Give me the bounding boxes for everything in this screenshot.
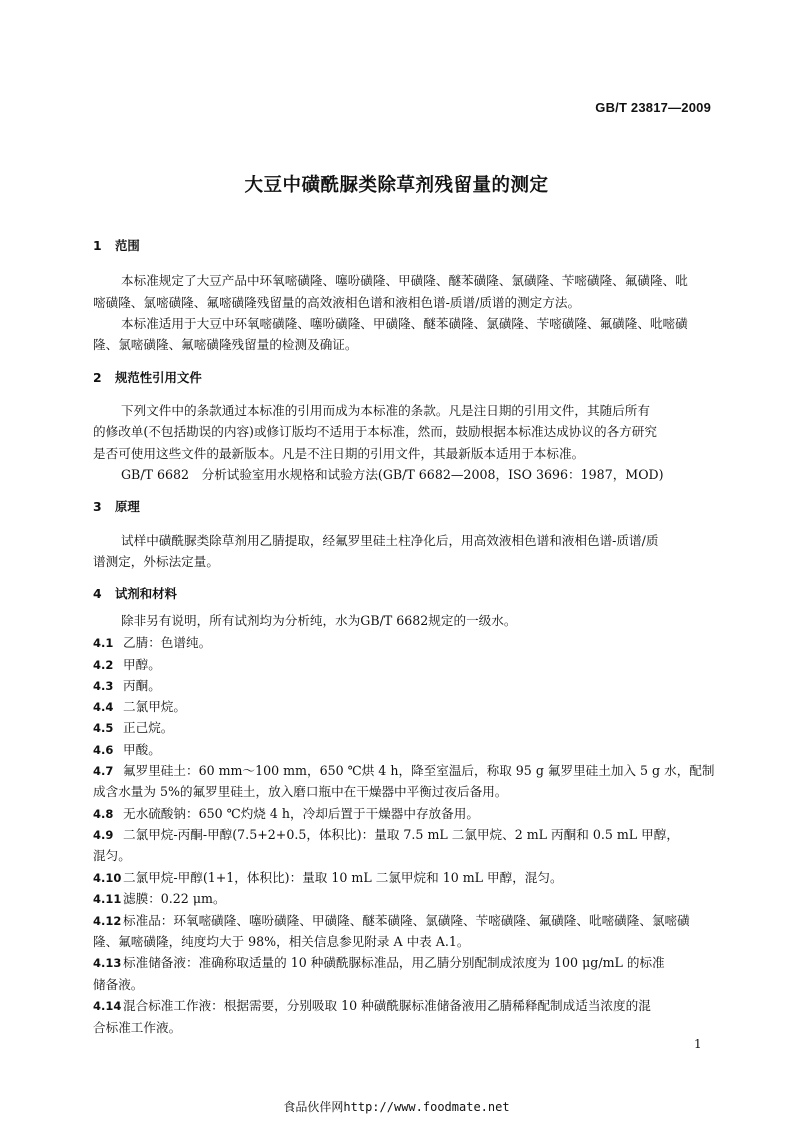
item-continuation: 混匀。 — [93, 848, 131, 863]
item-number: 4.11 — [93, 892, 122, 906]
list-item — [93, 952, 665, 974]
section-2-heading — [93, 367, 202, 388]
item-number: 4.9 — [93, 828, 114, 842]
item-text: 标准储备液：准确称取适量的 10 种磺酰脲标准品，用乙腈分别配制成浓度为 100 μg/mL 的标准 — [123, 955, 665, 970]
item-text: 无水硫酸钠：650 ℃灼烧 4 h，冷却后置于干燥器中存放备用。 — [123, 806, 479, 821]
paragraph-line: 嘧磺隆、氯嘧磺隆、氟嘧磺隆残留量的高效液相色谱和液相色谱-质谱/质谱的测定方法。 — [93, 295, 581, 310]
list-item — [93, 803, 479, 825]
item-text: 标准品：环氧嘧磺隆、噻吩磺隆、甲磺隆、醚苯磺隆、氯磺隆、苄嘧磺隆、氟磺隆、吡嘧磺隆、氯嘧磺 — [123, 913, 690, 928]
paragraph-line: 的修改单(不包括勘误的内容)或修订版均不适用于本标准，然而，鼓励根据本标准达成协议的各方研究 — [93, 424, 657, 439]
list-item — [93, 995, 651, 1017]
section-title: 范围 — [115, 238, 140, 253]
item-number: 4.12 — [93, 914, 122, 928]
paragraph-line: 隆、氯嘧磺隆、氟嘧磺隆残留量的检测及确证。 — [93, 337, 358, 352]
section-number: 2 — [93, 370, 102, 385]
item-number: 4.8 — [93, 807, 114, 821]
item-text: 二氯甲烷。 — [123, 699, 186, 714]
footer-watermark: 食品伙伴网http://www.foodmate.net — [283, 1100, 510, 1114]
page-title: 大豆中磺酰脲类除草剂残留量的测定 — [244, 175, 549, 196]
item-number: 4.5 — [93, 721, 114, 735]
item-text: 甲醇。 — [123, 657, 161, 672]
section-title: 试剂和材料 — [115, 586, 177, 601]
item-number: 4.13 — [93, 956, 122, 970]
list-item — [93, 717, 173, 739]
item-text: 丙酮。 — [123, 678, 161, 693]
item-text: 甲酸。 — [123, 742, 161, 757]
standard-number: GB/T 23817—2009 — [595, 100, 711, 115]
list-item — [93, 632, 211, 654]
list-item — [93, 888, 226, 910]
section-3-heading — [93, 496, 140, 517]
item-number: 4.2 — [93, 658, 114, 672]
reference-line: GB/T 6682 分析试验室用水规格和试验方法(GB/T 6682—2008，ISO 3696：1987，MOD) — [121, 467, 664, 482]
item-number: 4.4 — [93, 700, 114, 714]
item-number: 4.7 — [93, 764, 114, 778]
item-continuation: 成含水量为 5%的氟罗里硅土，放入磨口瓶中在干燥器中平衡过夜后备用。 — [93, 784, 508, 799]
item-number: 4.14 — [93, 999, 122, 1013]
item-text: 二氯甲烷-丙酮-甲醇(7.5+2+0.5，体积比)：量取 7.5 mL 二氯甲烷、2 mL 丙酮和 0.5 mL 甲醇， — [123, 827, 679, 842]
item-continuation: 合标准工作液。 — [93, 1020, 182, 1035]
paragraph-line: 是否可使用这些文件的最新版本。凡是不注日期的引用文件，其最新版本适用于本标准。 — [93, 446, 585, 461]
paragraph-line: 试样中磺酰脲类除草剂用乙腈提取，经氟罗里硅土柱净化后，用高效液相色谱和液相色谱-质谱/质 — [121, 533, 659, 548]
item-text: 乙腈：色谱纯。 — [123, 635, 212, 650]
section-number: 3 — [93, 499, 102, 514]
item-text: 氟罗里硅土：60 mm～100 mm，650 ℃烘 4 h，降至室温后，称取 95 g 氟罗里硅土加入 5 g 水，配制 — [123, 763, 715, 778]
item-text: 正己烷。 — [123, 720, 174, 735]
page-number: 1 — [694, 1037, 702, 1051]
item-text: 滤膜：0.22 μm。 — [123, 891, 226, 906]
section-4-heading — [93, 583, 177, 604]
section-title: 原理 — [115, 499, 140, 514]
list-item — [93, 675, 161, 697]
section-title: 规范性引用文件 — [115, 370, 202, 385]
list-item — [93, 739, 161, 761]
item-continuation: 储备液。 — [93, 977, 144, 992]
paragraph-line: 谱测定，外标法定量。 — [93, 554, 219, 569]
section-1-heading — [93, 235, 140, 256]
paragraph-line: 本标准适用于大豆中环氧嘧磺隆、噻吩磺隆、甲磺隆、醚苯磺隆、氯磺隆、苄嘧磺隆、氟磺隆、吡嘧磺 — [121, 316, 688, 331]
item-continuation: 隆、氟嘧磺隆，纯度均大于 98%，相关信息参见附录 A 中表 A.1。 — [93, 934, 470, 949]
section-number: 4 — [93, 586, 102, 601]
list-item — [93, 867, 563, 889]
list-item — [93, 696, 186, 718]
list-item — [93, 910, 690, 932]
paragraph-line: 下列文件中的条款通过本标准的引用而成为本标准的条款。凡是注日期的引用文件，其随后所有 — [121, 403, 650, 418]
list-item — [93, 824, 679, 846]
item-number: 4.1 — [93, 636, 114, 650]
item-number: 4.6 — [93, 743, 114, 757]
list-item — [93, 760, 715, 782]
item-text: 二氯甲烷-甲醇(1+1，体积比)：量取 10 mL 二氯甲烷和 10 mL 甲醇，混匀。 — [123, 870, 563, 885]
item-number: 4.10 — [93, 871, 122, 885]
section-number: 1 — [93, 238, 102, 253]
item-text: 混合标准工作液：根据需要，分别吸取 10 种磺酰脲标准储备液用乙腈稀释配制成适当浓度的混 — [123, 998, 651, 1013]
list-item — [93, 654, 161, 676]
paragraph-line: 本标准规定了大豆产品中环氧嘧磺隆、噻吩磺隆、甲磺隆、醚苯磺隆、氯磺隆、苄嘧磺隆、氟磺隆、吡 — [121, 273, 688, 288]
paragraph-line: 除非另有说明，所有试剂均为分析纯，水为GB/T 6682规定的一级水。 — [121, 613, 517, 628]
item-number: 4.3 — [93, 679, 114, 693]
